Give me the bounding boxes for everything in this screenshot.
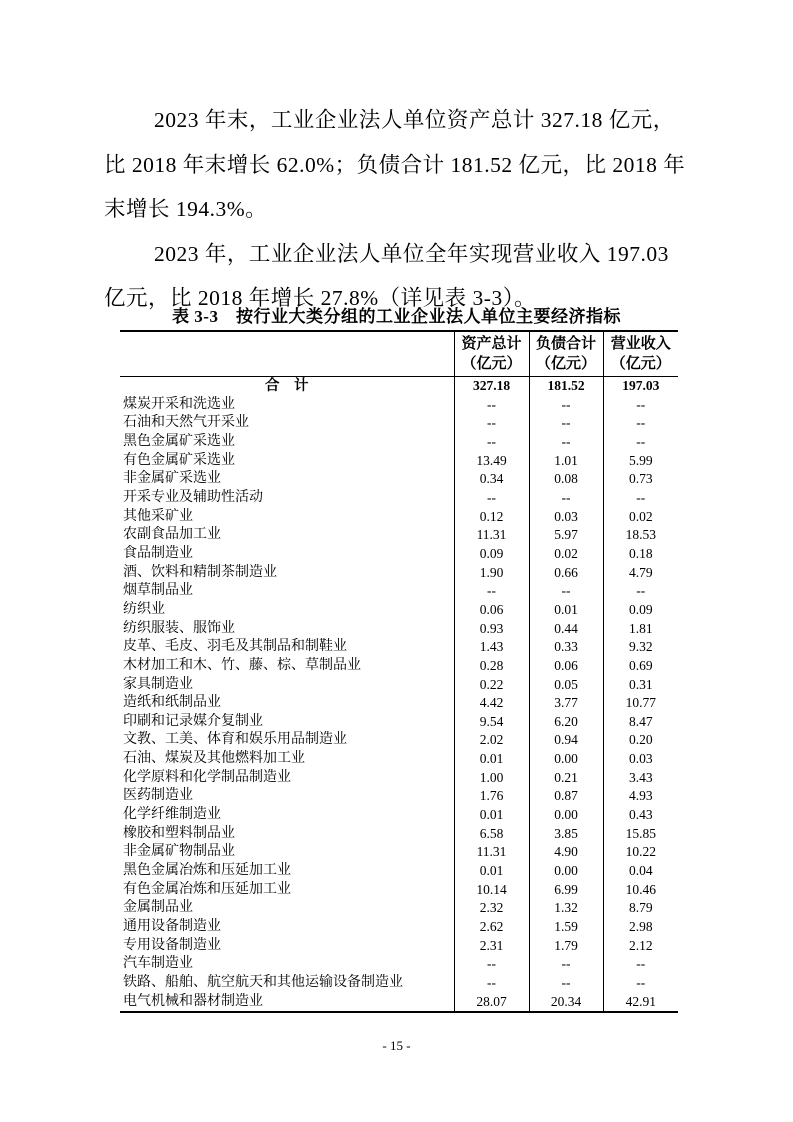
value-cell: 1.32 — [529, 899, 603, 918]
value-cell: 0.01 — [529, 601, 603, 620]
table-row — [120, 694, 678, 713]
value-cell: 0.06 — [529, 657, 603, 676]
value-cell: 0.03 — [529, 508, 603, 527]
value-cell: 4.90 — [529, 843, 603, 862]
industry-column-header-blank — [120, 331, 454, 377]
economic-indicators-table — [120, 330, 678, 1013]
value-cell: 4.42 — [454, 694, 529, 713]
value-cell: -- — [454, 955, 529, 974]
value-cell: 0.02 — [603, 508, 678, 527]
value-cell: 3.85 — [529, 825, 603, 844]
industry-label: 开采专业及辅助性活动 — [123, 489, 263, 505]
table-row — [120, 731, 678, 750]
value-cell: 1.01 — [529, 452, 603, 471]
industry-label: 有色金属矿采选业 — [123, 452, 235, 468]
industry-label: 电气机械和器材制造业 — [123, 993, 263, 1009]
table-row — [120, 862, 678, 881]
value-cell: -- — [603, 489, 678, 508]
value-cell: -- — [454, 396, 529, 415]
value-cell: 2.02 — [454, 731, 529, 750]
table-header-row — [120, 331, 678, 377]
body-text — [104, 98, 690, 321]
value-cell: -- — [454, 974, 529, 993]
value-cell: 0.03 — [603, 750, 678, 769]
value-cell: -- — [454, 414, 529, 433]
value-cell: -- — [529, 433, 603, 452]
value-cell: 8.47 — [603, 713, 678, 732]
value-cell: 15.85 — [603, 825, 678, 844]
industry-label: 文教、工美、体育和娱乐用品制造业 — [123, 732, 347, 748]
value-cell: 10.14 — [454, 881, 529, 900]
table-row — [120, 414, 678, 433]
text-line: 末增长 194.3%。 — [104, 197, 268, 221]
industry-label: 石油和天然气开采业 — [123, 415, 249, 431]
industry-label: 家具制造业 — [123, 676, 193, 692]
industry-label: 非金属矿采选业 — [123, 471, 221, 487]
column-header: 资产总计 （亿元） — [454, 331, 529, 377]
value-cell: 2.12 — [603, 937, 678, 956]
table-row — [120, 993, 678, 1013]
value-cell: 0.00 — [529, 862, 603, 881]
value-cell: 0.93 — [454, 620, 529, 639]
value-cell: 0.44 — [529, 620, 603, 639]
industry-label: 金属制品业 — [123, 900, 193, 916]
value-cell: 0.05 — [529, 676, 603, 695]
value-cell: 0.22 — [454, 676, 529, 695]
value-cell: 1.43 — [454, 638, 529, 657]
table-row — [120, 620, 678, 639]
value-cell: -- — [603, 396, 678, 415]
table-row — [120, 657, 678, 676]
value-cell: 0.02 — [529, 545, 603, 564]
industry-label: 纺织服装、服饰业 — [123, 620, 235, 636]
table-row — [120, 638, 678, 657]
value-cell: 9.54 — [454, 713, 529, 732]
value-cell: 0.12 — [454, 508, 529, 527]
industry-label: 石油、煤炭及其他燃料加工业 — [123, 751, 305, 767]
table-row — [120, 825, 678, 844]
value-cell: -- — [454, 582, 529, 601]
industry-label: 黑色金属矿采选业 — [123, 433, 235, 449]
value-cell: -- — [529, 955, 603, 974]
value-cell: 1.00 — [454, 769, 529, 788]
value-cell: -- — [529, 582, 603, 601]
table-row — [120, 918, 678, 937]
value-cell: 0.66 — [529, 564, 603, 583]
industry-label: 其他采矿业 — [123, 508, 193, 524]
industry-label: 铁路、船舶、航空航天和其他运输设备制造业 — [123, 975, 403, 990]
column-header: 营业收入 （亿元） — [603, 331, 678, 377]
value-cell: -- — [603, 414, 678, 433]
table-row — [120, 564, 678, 583]
total-row — [120, 377, 678, 396]
table-row — [120, 955, 678, 974]
value-cell: 0.00 — [529, 806, 603, 825]
value-cell: 2.62 — [454, 918, 529, 937]
table-row — [120, 452, 678, 471]
value-cell: 0.21 — [529, 769, 603, 788]
value-cell: -- — [603, 974, 678, 993]
value-cell: 18.53 — [603, 526, 678, 545]
value-cell: 327.18 — [454, 377, 529, 396]
value-cell: 0.18 — [603, 545, 678, 564]
value-cell: 0.20 — [603, 731, 678, 750]
industry-label: 合 计 — [265, 378, 309, 394]
table-row — [120, 433, 678, 452]
table-row — [120, 601, 678, 620]
table-row — [120, 526, 678, 545]
value-cell: 0.33 — [529, 638, 603, 657]
industry-label: 通用设备制造业 — [123, 919, 221, 935]
industry-label: 黑色金属冶炼和压延加工业 — [123, 863, 291, 879]
value-cell: 4.79 — [603, 564, 678, 583]
table-row — [120, 545, 678, 564]
table-row — [120, 899, 678, 918]
value-cell: 8.79 — [603, 899, 678, 918]
table-row — [120, 489, 678, 508]
table-row — [120, 881, 678, 900]
value-cell: -- — [603, 955, 678, 974]
table-row — [120, 508, 678, 527]
value-cell: 42.91 — [603, 993, 678, 1013]
value-cell: 0.87 — [529, 787, 603, 806]
value-cell: 0.94 — [529, 731, 603, 750]
industry-label: 非金属矿物制品业 — [123, 844, 235, 860]
paragraph — [104, 98, 690, 232]
table-row — [120, 974, 678, 993]
value-cell: 0.73 — [603, 470, 678, 489]
value-cell: 1.59 — [529, 918, 603, 937]
industry-label: 农副食品加工业 — [123, 527, 221, 543]
value-cell: -- — [529, 414, 603, 433]
value-cell: 6.20 — [529, 713, 603, 732]
value-cell: 2.32 — [454, 899, 529, 918]
table-row — [120, 750, 678, 769]
value-cell: -- — [454, 433, 529, 452]
table-row — [120, 937, 678, 956]
industry-label: 食品制造业 — [123, 545, 193, 561]
value-cell: 11.31 — [454, 843, 529, 862]
value-cell: 3.43 — [603, 769, 678, 788]
value-cell: 6.58 — [454, 825, 529, 844]
value-cell: 0.09 — [454, 545, 529, 564]
value-cell: -- — [529, 489, 603, 508]
table-row — [120, 676, 678, 695]
value-cell: -- — [529, 974, 603, 993]
value-cell: 197.03 — [603, 377, 678, 396]
value-cell: -- — [529, 396, 603, 415]
value-cell: 20.34 — [529, 993, 603, 1013]
text-line: 2023 年，工业企业法人单位全年实现营业收入 197.03 — [154, 241, 669, 266]
value-cell: 0.01 — [454, 806, 529, 825]
value-cell: 10.46 — [603, 881, 678, 900]
value-cell: 10.77 — [603, 694, 678, 713]
value-cell: 11.31 — [454, 526, 529, 545]
value-cell: 2.31 — [454, 937, 529, 956]
value-cell: 5.99 — [603, 452, 678, 471]
value-cell: 0.69 — [603, 657, 678, 676]
table-row — [120, 806, 678, 825]
value-cell: 0.28 — [454, 657, 529, 676]
value-cell: 181.52 — [529, 377, 603, 396]
value-cell: 0.43 — [603, 806, 678, 825]
column-header: 负债合计 （亿元） — [529, 331, 603, 377]
value-cell: 28.07 — [454, 993, 529, 1013]
value-cell: 0.00 — [529, 750, 603, 769]
value-cell: 0.31 — [603, 676, 678, 695]
value-cell: 3.77 — [529, 694, 603, 713]
value-cell: 1.79 — [529, 937, 603, 956]
value-cell: 0.01 — [454, 862, 529, 881]
value-cell: 6.99 — [529, 881, 603, 900]
table-row — [120, 396, 678, 415]
text-line: 2023 年末，工业企业法人单位资产总计 327.18 亿元， — [154, 108, 675, 132]
industry-label: 化学原料和化学制品制造业 — [123, 769, 291, 785]
industry-label: 煤炭开采和洗选业 — [123, 396, 235, 412]
value-cell: 0.08 — [529, 470, 603, 489]
value-cell: -- — [603, 582, 678, 601]
industry-label: 印刷和记录媒介复制业 — [123, 713, 263, 729]
value-cell: 0.04 — [603, 862, 678, 881]
value-cell: 2.98 — [603, 918, 678, 937]
industry-label: 汽车制造业 — [123, 956, 193, 972]
table-title: 表 3-3 按行业大类分组的工业企业法人单位主要经济指标 — [172, 307, 621, 326]
value-cell: 0.01 — [454, 750, 529, 769]
industry-label: 纺织业 — [123, 601, 165, 617]
value-cell: 0.09 — [603, 601, 678, 620]
value-cell: -- — [603, 433, 678, 452]
value-cell: 13.49 — [454, 452, 529, 471]
industry-label: 皮革、毛皮、羽毛及其制品和制鞋业 — [123, 639, 347, 655]
industry-label: 橡胶和塑料制品业 — [123, 825, 235, 841]
value-cell: 5.97 — [529, 526, 603, 545]
value-cell: 1.90 — [454, 564, 529, 583]
value-cell: 1.81 — [603, 620, 678, 639]
industry-label: 造纸和纸制品业 — [123, 695, 221, 711]
value-cell: -- — [454, 489, 529, 508]
table-row — [120, 843, 678, 862]
table-row — [120, 470, 678, 489]
industry-label: 有色金属冶炼和压延加工业 — [123, 881, 291, 897]
page-number: - 15 - — [382, 1038, 411, 1053]
value-cell: 9.32 — [603, 638, 678, 657]
text-line: 比 2018 年末增长 62.0%；负债合计 181.52 亿元，比 2018 年 — [104, 152, 686, 177]
value-cell: 10.22 — [603, 843, 678, 862]
industry-label: 专用设备制造业 — [123, 937, 221, 953]
industry-label: 医药制造业 — [123, 788, 193, 804]
text-line: 亿元，比 2018 年增长 27.8%（详见表 3-3）。 — [104, 286, 536, 310]
table-row — [120, 787, 678, 806]
industry-label: 烟草制品业 — [123, 583, 193, 599]
value-cell: 0.34 — [454, 470, 529, 489]
value-cell: 1.76 — [454, 787, 529, 806]
table-row — [120, 582, 678, 601]
table-row — [120, 713, 678, 732]
value-cell: 4.93 — [603, 787, 678, 806]
industry-label: 木材加工和木、竹、藤、棕、草制品业 — [123, 657, 361, 673]
table-row — [120, 769, 678, 788]
value-cell: 0.06 — [454, 601, 529, 620]
industry-label: 酒、饮料和精制茶制造业 — [123, 564, 277, 580]
industry-label: 化学纤维制造业 — [123, 807, 221, 823]
